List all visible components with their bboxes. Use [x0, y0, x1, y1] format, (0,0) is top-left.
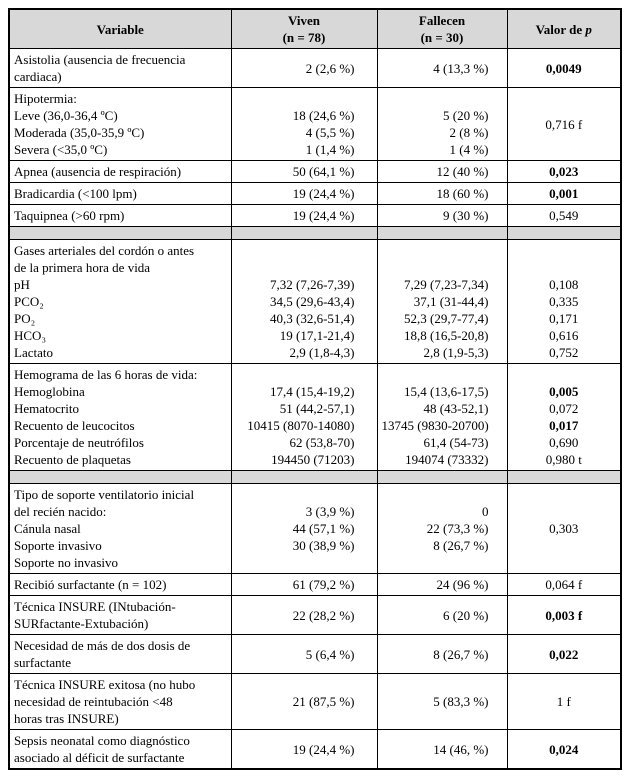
- cell-variable: [9, 596, 231, 635]
- cell-line: [512, 366, 617, 383]
- cell-variable: [9, 574, 231, 596]
- cell-line: 4 (13,3 %): [433, 60, 489, 76]
- cell-line: 6 (20 %): [443, 607, 489, 623]
- cell-fallecen: [377, 183, 507, 205]
- table-row: [9, 574, 621, 596]
- cell-line: 21 (87,5 %): [292, 694, 355, 709]
- cell-variable: [9, 364, 231, 471]
- cell-line: [382, 486, 489, 503]
- results-table: [8, 8, 622, 770]
- cell-line: 0,616: [549, 328, 579, 343]
- cell-variable: [9, 730, 231, 770]
- cell-line: 0,549: [549, 208, 579, 223]
- table-row: [9, 183, 621, 205]
- cell-line: 62 (53,8-70): [289, 435, 355, 450]
- cell-line: pH: [14, 277, 30, 292]
- cell-line: 12 (40 %): [436, 164, 489, 179]
- cell-line: 8 (26,7 %): [433, 646, 489, 662]
- cell-pvalue: [507, 596, 621, 635]
- cell-fallecen: [377, 161, 507, 183]
- cell-pvalue: [507, 574, 621, 596]
- cell-line: Moderada (35,0-35,9 ºC): [14, 125, 145, 140]
- cell-fallecen: [377, 88, 507, 161]
- cell-line: 18 (60 %): [436, 186, 489, 201]
- cell-line: [236, 486, 355, 503]
- separator-cell: [231, 227, 377, 240]
- header-row: [9, 9, 621, 49]
- separator-cell: [231, 471, 377, 484]
- header-pvalue-italic: p: [585, 21, 592, 37]
- cell-line: 0,335: [549, 294, 579, 309]
- cell-line: Soporte invasivo: [14, 538, 102, 553]
- cell-variable: [9, 635, 231, 674]
- cell-line: 18,8 (16,5-20,8): [404, 328, 489, 343]
- cell-line: 0,022: [549, 646, 579, 662]
- cell-fallecen: [377, 49, 507, 88]
- cell-line: 10415 (8070-14080): [247, 418, 355, 433]
- cell-line: 19 (24,4 %): [292, 741, 355, 757]
- cell-line: Recibió surfactante (n = 102): [14, 577, 167, 592]
- cell-line: surfactante: [14, 655, 72, 670]
- cell-line: 5 (83,3 %): [433, 694, 489, 709]
- cell-variable: [9, 240, 231, 364]
- cell-line: [512, 259, 617, 276]
- header-viven-label: Viven: [287, 13, 321, 28]
- header-variable-label: Variable: [96, 21, 144, 37]
- cell-viven: [231, 596, 377, 635]
- cell-pvalue: [507, 161, 621, 183]
- cell-line: necesidad de reintubación <48: [14, 694, 173, 709]
- cell-line: SURfactante-Extubación): [14, 616, 149, 631]
- cell-line: Porcentaje de neutrófilos: [14, 435, 144, 450]
- cell-line: 15,4 (13,6-17,5): [404, 384, 489, 399]
- cell-line: 0,023: [549, 164, 579, 179]
- cell-line: 44 (57,1 %): [292, 521, 355, 536]
- cell-line: 7,29 (7,23-7,34): [404, 277, 489, 292]
- separator-cell: [507, 471, 621, 484]
- cell-fallecen: [377, 364, 507, 471]
- cell-pvalue: [507, 183, 621, 205]
- cell-line: [236, 366, 355, 383]
- cell-line: 5 (20 %): [443, 108, 489, 123]
- cell-line: 0,108: [549, 277, 579, 292]
- cell-line: Cánula nasal: [14, 521, 81, 536]
- cell-line: del recién nacido:: [14, 504, 107, 519]
- cell-viven: [231, 88, 377, 161]
- cell-viven: [231, 635, 377, 674]
- cell-line: 17,4 (15,4-19,2): [270, 384, 355, 399]
- cell-viven: [231, 49, 377, 88]
- cell-line: 48 (43-52,1): [423, 401, 489, 416]
- cell-line: 50 (64,1 %): [292, 164, 355, 179]
- separator-cell: [377, 471, 507, 484]
- table-row: [9, 730, 621, 770]
- cell-line: 0,716 f: [545, 116, 583, 132]
- cell-line: 30 (38,9 %): [292, 538, 355, 553]
- cell-line: 52,3 (29,7-77,4): [404, 311, 489, 326]
- cell-line: Hemoglobina: [14, 384, 85, 399]
- cell-viven: [231, 574, 377, 596]
- cell-viven: [231, 364, 377, 471]
- cell-line: 13745 (9830-20700): [381, 418, 489, 433]
- cell-line: 0,690: [549, 435, 579, 450]
- cell-line: [236, 90, 355, 107]
- cell-line: 8 (26,7 %): [433, 538, 489, 553]
- cell-line: 1 (4 %): [449, 142, 489, 157]
- cell-line: 194450 (71203): [271, 452, 355, 467]
- cell-line: 0,303: [549, 521, 579, 536]
- table-row: [9, 674, 621, 730]
- table-row: [9, 596, 621, 635]
- cell-line: Apnea (ausencia de respiración): [14, 164, 182, 179]
- table-row: [9, 240, 621, 364]
- cell-line: 0,980 t: [545, 452, 582, 467]
- cell-line: Técnica INSURE (INtubación-: [14, 599, 176, 614]
- cell-variable: [9, 49, 231, 88]
- cell-line: 194074 (73332): [405, 452, 489, 467]
- cell-line: Hematocrito: [14, 401, 79, 416]
- cell-fallecen: [377, 635, 507, 674]
- table-row: [9, 205, 621, 227]
- cell-line: 37,1 (31-44,4): [413, 294, 489, 309]
- cell-line: 2,8 (1,9-5,3): [423, 345, 489, 360]
- header-viven: [231, 9, 377, 49]
- cell-variable: [9, 183, 231, 205]
- table-body: [9, 49, 621, 770]
- cell-line: 9 (30 %): [443, 208, 489, 223]
- cell-line: 14 (46, %): [433, 741, 489, 757]
- cell-pvalue: [507, 730, 621, 770]
- cell-line: Recuento de plaquetas: [14, 452, 131, 467]
- table-row: [9, 364, 621, 471]
- cell-line: Bradicardia (<100 lpm): [14, 186, 137, 201]
- cell-variable: [9, 484, 231, 574]
- cell-line: 19 (17,1-21,4): [279, 328, 355, 343]
- cell-line: 2 (2,6 %): [305, 60, 355, 76]
- cell-line: Gases arteriales del cordón o antes: [14, 243, 195, 258]
- header-fallecen-label: Fallecen: [418, 13, 466, 28]
- cell-line: 19 (24,4 %): [292, 186, 355, 201]
- cell-line: 34,5 (29,6-43,4): [270, 294, 355, 309]
- cell-fallecen: [377, 596, 507, 635]
- cell-viven: [231, 674, 377, 730]
- cell-line: Lactato: [14, 345, 53, 360]
- cell-pvalue: [507, 205, 621, 227]
- cell-fallecen: [377, 484, 507, 574]
- header-fallecen-n: (n = 30): [420, 30, 464, 45]
- cell-line: [382, 259, 489, 276]
- cell-viven: [231, 183, 377, 205]
- cell-line: Leve (36,0-36,4 ºC): [14, 108, 118, 123]
- table-row: [9, 635, 621, 674]
- cell-viven: [231, 205, 377, 227]
- cell-line: 0,072: [549, 401, 579, 416]
- cell-line: 40,3 (32,6-51,4): [270, 311, 355, 326]
- cell-line: 0: [482, 504, 489, 519]
- cell-pvalue: [507, 49, 621, 88]
- cell-line: 0,017: [549, 418, 579, 433]
- cell-viven: [231, 730, 377, 770]
- cell-line: 5 (6,4 %): [305, 646, 355, 662]
- table-row: [9, 484, 621, 574]
- cell-variable: [9, 205, 231, 227]
- cell-line: Necesidad de más de dos dosis de: [14, 638, 191, 653]
- cell-line: Severa (<35,0 ºC): [14, 142, 108, 157]
- cell-line: 7,32 (7,26-7,39): [270, 277, 355, 292]
- cell-line: Técnica INSURE exitosa (no hubo: [14, 677, 196, 692]
- cell-line: 2,9 (1,8-4,3): [289, 345, 355, 360]
- cell-line: PCO₂: [14, 294, 44, 309]
- cell-line: Taquipnea (>60 rpm): [14, 208, 125, 223]
- cell-fallecen: [377, 574, 507, 596]
- header-pvalue: [507, 9, 621, 49]
- cell-variable: [9, 88, 231, 161]
- cell-line: cardiaca): [14, 69, 62, 84]
- cell-line: 0,003 f: [545, 607, 583, 623]
- cell-fallecen: [377, 730, 507, 770]
- table-row: [9, 88, 621, 161]
- table-row: [9, 161, 621, 183]
- separator-cell: [377, 227, 507, 240]
- cell-line: de la primera hora de vida: [14, 260, 151, 275]
- cell-line: 0,752: [549, 345, 579, 360]
- cell-line: Hipotermia:: [14, 91, 77, 106]
- cell-fallecen: [377, 205, 507, 227]
- cell-line: Recuento de leucocitos: [14, 418, 135, 433]
- cell-line: 61 (79,2 %): [292, 577, 355, 592]
- header-fallecen: [377, 9, 507, 49]
- cell-line: 61,4 (54-73): [423, 435, 489, 450]
- cell-line: [236, 242, 355, 259]
- cell-line: [512, 242, 617, 259]
- cell-fallecen: [377, 674, 507, 730]
- cell-pvalue: [507, 88, 621, 161]
- cell-line: PO₂: [14, 311, 36, 326]
- cell-line: 19 (24,4 %): [292, 208, 355, 223]
- header-pvalue-prefix: Valor de: [535, 21, 586, 37]
- separator-row: [9, 471, 621, 484]
- cell-line: 0,024: [549, 741, 579, 757]
- cell-line: 2 (8 %): [449, 125, 489, 140]
- separator-cell: [9, 471, 231, 484]
- cell-line: 18 (24,6 %): [292, 108, 355, 123]
- cell-line: 22 (28,2 %): [292, 607, 355, 623]
- cell-line: [382, 366, 489, 383]
- cell-line: Sepsis neonatal como diagnóstico: [14, 733, 190, 748]
- cell-pvalue: [507, 674, 621, 730]
- cell-pvalue: [507, 484, 621, 574]
- cell-variable: [9, 161, 231, 183]
- cell-line: 0,171: [549, 311, 579, 326]
- cell-line: 0,001: [549, 186, 579, 201]
- cell-line: [236, 259, 355, 276]
- separator-cell: [507, 227, 621, 240]
- cell-line: Tipo de soporte ventilatorio inicial: [14, 487, 195, 502]
- cell-line: 0,064 f: [545, 577, 583, 592]
- header-viven-n: (n = 78): [282, 30, 326, 45]
- cell-line: [382, 90, 489, 107]
- cell-pvalue: [507, 635, 621, 674]
- cell-line: Asistolia (ausencia de frecuencia: [14, 52, 186, 67]
- table-row: [9, 49, 621, 88]
- cell-line: Soporte no invasivo: [14, 555, 118, 570]
- cell-line: 1 (1,4 %): [305, 142, 355, 157]
- cell-pvalue: [507, 240, 621, 364]
- cell-line: [382, 242, 489, 259]
- cell-variable: [9, 674, 231, 730]
- cell-fallecen: [377, 240, 507, 364]
- cell-line: 22 (73,3 %): [426, 521, 489, 536]
- header-variable: [9, 9, 231, 49]
- separator-cell: [9, 227, 231, 240]
- cell-pvalue: [507, 364, 621, 471]
- cell-line: 24 (96 %): [436, 577, 489, 592]
- cell-line: asociado al déficit de surfactante: [14, 750, 185, 765]
- cell-line: 1 f: [556, 694, 571, 709]
- separator-row: [9, 227, 621, 240]
- cell-line: Hemograma de las 6 horas de vida:: [14, 367, 198, 382]
- cell-line: horas tras INSURE): [14, 711, 119, 726]
- cell-line: HCO₃: [14, 328, 46, 343]
- cell-line: 0,0049: [545, 60, 582, 76]
- cell-viven: [231, 484, 377, 574]
- cell-line: 51 (44,2-57,1): [279, 401, 355, 416]
- cell-line: 4 (5,5 %): [305, 125, 355, 140]
- cell-line: 3 (3,9 %): [305, 504, 355, 519]
- cell-viven: [231, 161, 377, 183]
- cell-line: 0,005: [549, 384, 579, 399]
- cell-viven: [231, 240, 377, 364]
